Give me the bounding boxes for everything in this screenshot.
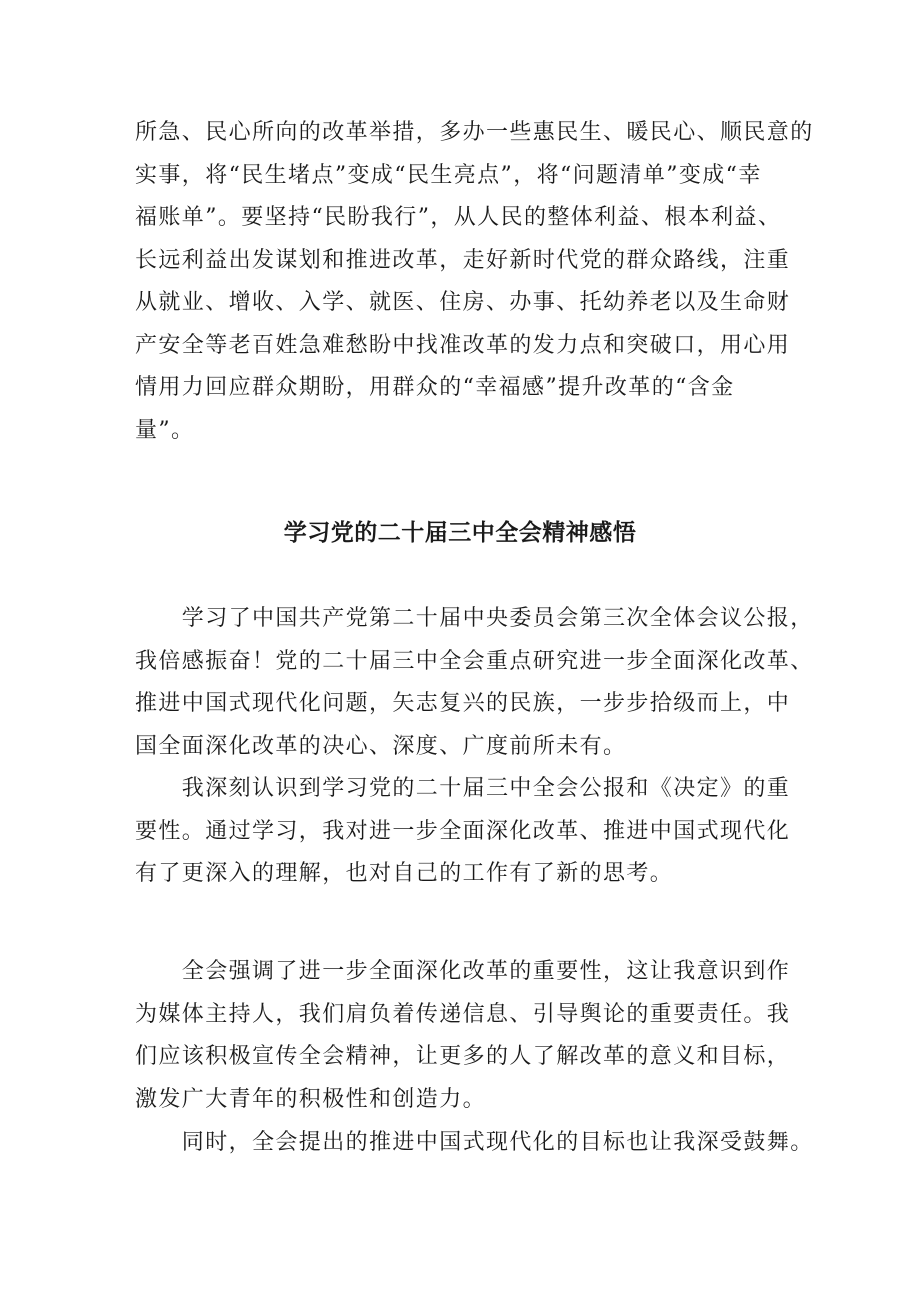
- text-line: 有了更深入的理解，也对自己的工作有了新的思考。: [135, 861, 674, 886]
- paragraph-continuation: [135, 112, 814, 452]
- text-line: 国全面深化改革的决心、深度、广度前所未有。: [135, 733, 627, 759]
- text-line: 量”。: [135, 417, 195, 443]
- text-line: 为媒体主持人，我们肩负着传递信息、引导舆论的重要责任。我: [135, 1001, 791, 1027]
- paragraph-understanding: [135, 768, 805, 896]
- text-line: 所急、民心所向的改革举措，多办一些惠民生、暖民心、顺民意的: [135, 120, 814, 145]
- text-line: 推进中国式现代化问题，矢志复兴的民族，一步步拾级而上，中: [135, 691, 791, 716]
- text-line: 我倍感振奋！党的二十届三中全会重点研究进一步全面深化改革、: [135, 648, 814, 674]
- text-line: 全会强调了进一步全面深化改革的重要性，这让我意识到作: [135, 959, 791, 984]
- text-line: 从就业、增收、入学、就医、住房、办事、托幼养老以及生命财: [135, 290, 791, 315]
- text-line: 同时，全会提出的推进中国式现代化的目标也让我深受鼓舞。: [135, 1130, 814, 1155]
- text-line: 激发广大青年的积极性和创造力。: [135, 1086, 487, 1112]
- text-line: 产安全等老百姓急难愁盼中找准改革的发力点和突破口，用心用: [135, 332, 791, 358]
- text-line: 我深刻认识到学习党的二十届三中全会公报和《决定》的重: [135, 776, 791, 801]
- paragraph-responsibility: [135, 951, 805, 1121]
- text-line: 要性。通过学习，我对进一步全面深化改革、推进中国式现代化: [135, 818, 791, 844]
- section-heading: 学习党的二十届三中全会精神感悟: [283, 520, 637, 546]
- text-line: 实事，将“民生堵点”变成“民生亮点”，将“问题清单”变成“幸: [135, 162, 762, 188]
- text-line: 情用力回应群众期盼，用群众的“幸福感”提升改革的“含金: [135, 375, 735, 400]
- text-line: 长远利益出发谋划和推进改革，走好新时代党的群众路线，注重: [135, 247, 791, 273]
- paragraph-modernization: [135, 1122, 814, 1165]
- text-line: 福账单”。要坚持“民盼我行”，从人民的整体利益、根本利益、: [135, 205, 782, 230]
- paragraph-intro: [135, 598, 814, 768]
- text-line: 学习了中国共产党第二十届中央委员会第三次全体会议公报，: [135, 606, 814, 631]
- text-line: 们应该积极宣传全会精神，让更多的人了解改革的意义和目标，: [135, 1044, 791, 1069]
